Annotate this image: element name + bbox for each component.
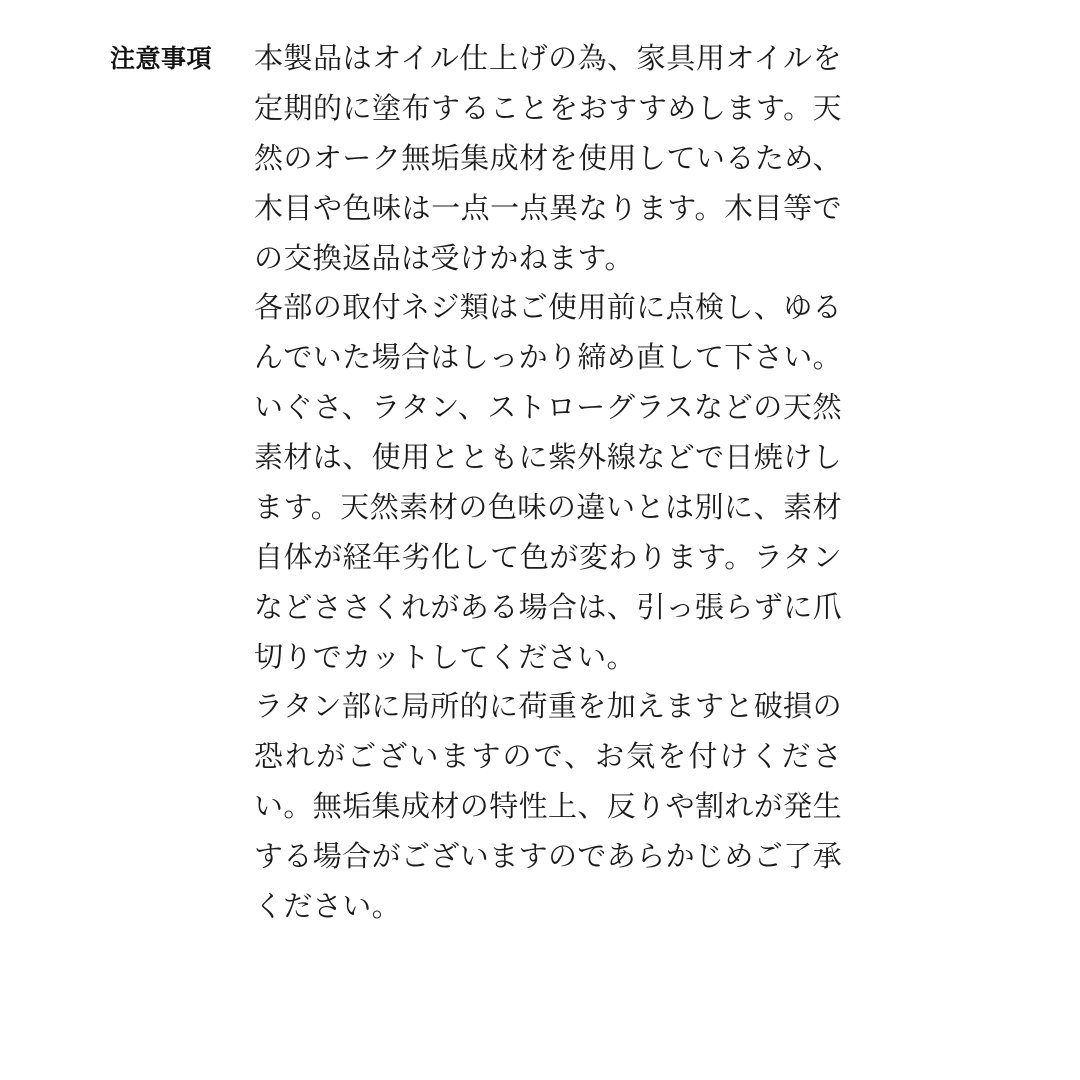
spec-body-precautions (232, 34, 842, 932)
precaution-paragraph-4: ラタン部に局所的に荷重を加えますと破損の恐れがございますので、お気を付けください。無垢集成材の特性上、反りや割れが発生する場合がございますのであらかじめご了承ください。 (254, 689, 843, 923)
precaution-paragraph-3: いぐさ、ラタン、ストローグラスなどの天然素材は、使用とともに紫外線などで日焼けします。天然素材の色味の違いとは別に、素材自体が経年劣化して色が変わります。ラタンなどささくれがある場合は、引っ張らずに爪切りでカットしてください。 (254, 390, 843, 674)
precaution-paragraph-2: 各部の取付ネジ類はご使用前に点検し、ゆるんでいた場合はしっかり締め直して下さい。 (254, 290, 843, 375)
spec-label-precautions: 注意事項 (110, 44, 213, 73)
spec-row-precautions (40, 34, 1040, 932)
precaution-paragraph-1: 本製品はオイル仕上げの為、家具用オイルを定期的に塗布することをおすすめします。天然のオーク無垢集成材を使用しているため、木目や色味は一点一点異なります。木目等での交換返品は受けかねます。 (254, 41, 842, 275)
